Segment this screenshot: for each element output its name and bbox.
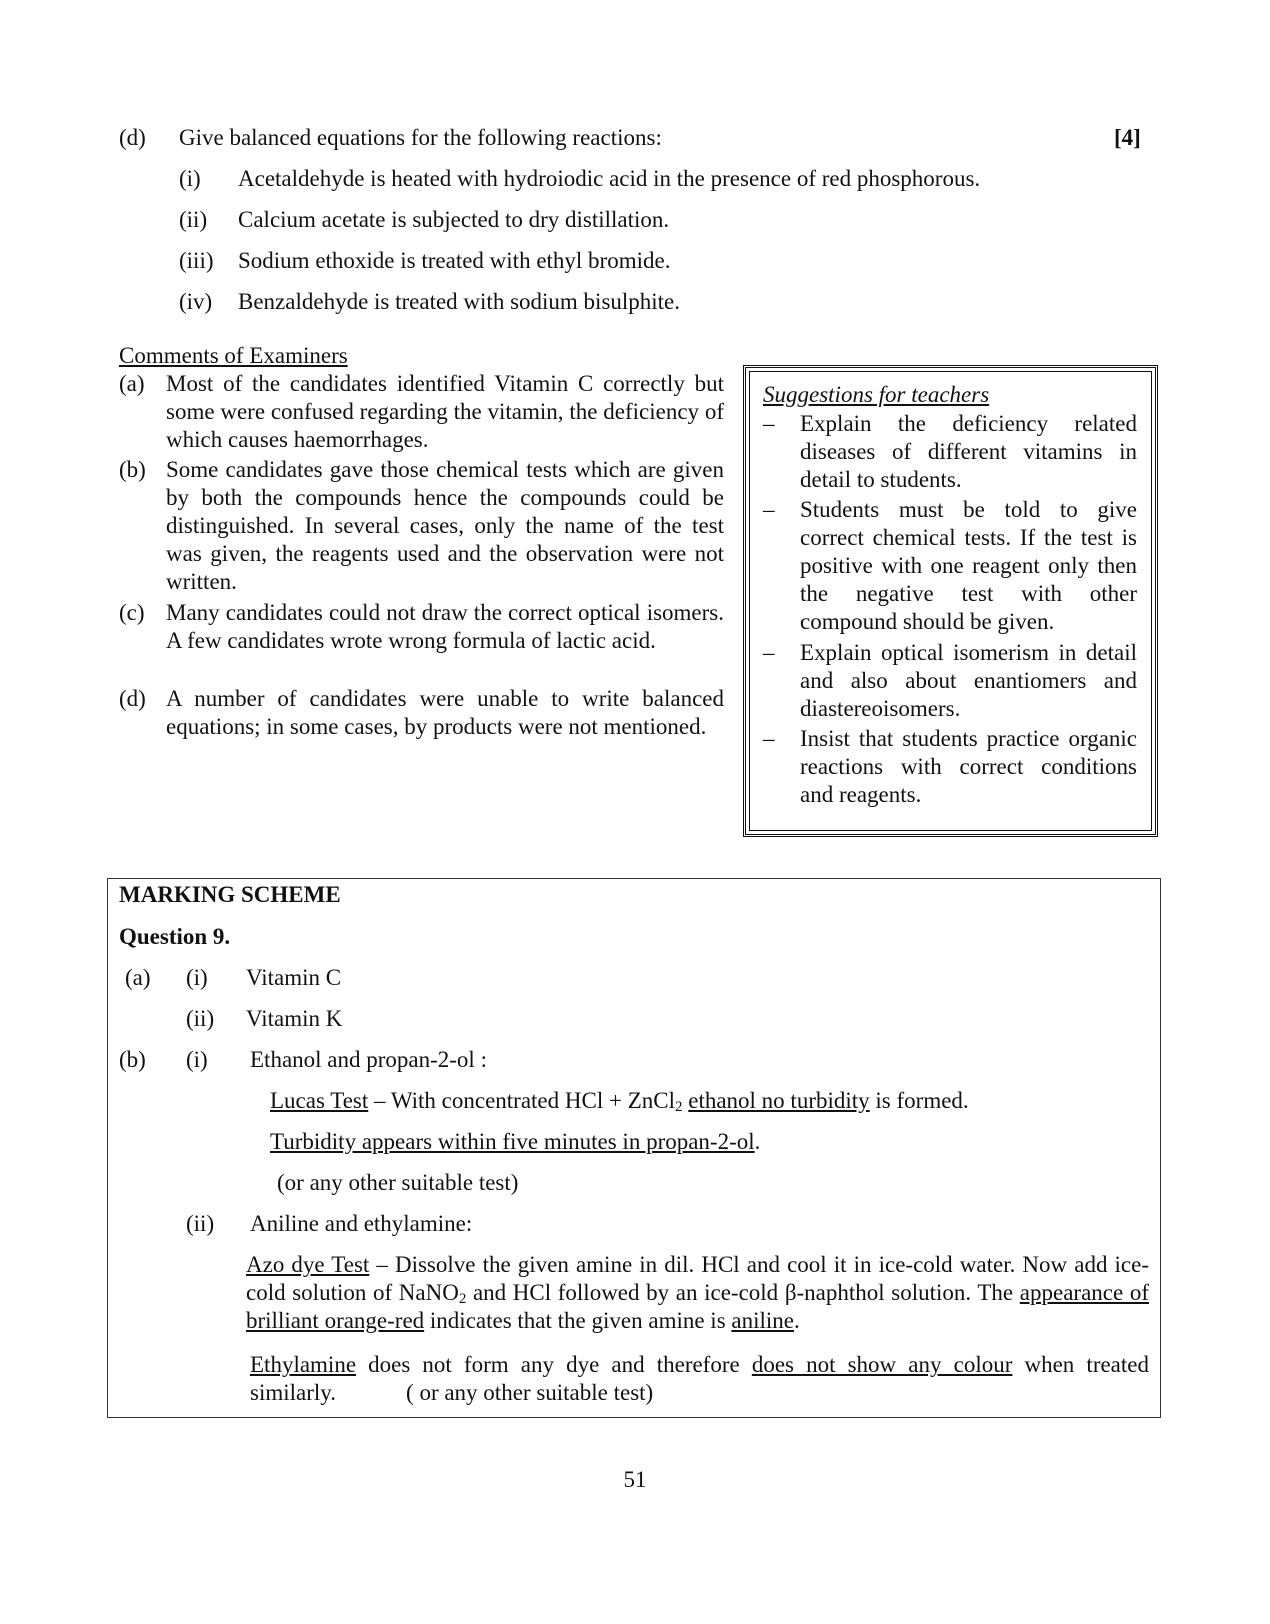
lucas-test-subscript: 2 [674,1099,683,1115]
suggestion-text: Explain the deficiency related diseases of different vitamins in detail to students. [800,411,1137,492]
answer-a-label: (a) [125,965,151,990]
comment-text: A number of candidates were unable to write balanced equations; in some cases, by products were not mentioned. [166,686,724,739]
suggestion-bullet: – [763,726,775,751]
reaction-item-number: (iv) [179,289,213,314]
answer-a-ii-text: Vitamin K [246,1006,343,1031]
reaction-item-text: Benzaldehyde is treated with sodium bisulphite. [238,289,681,314]
azo-text: and HCl followed by an ice-cold β-naphthol solution. The [466,1280,1020,1305]
ethylamine-name: Ethylamine [250,1352,357,1377]
marking-scheme-title: MARKING SCHEME [119,882,341,907]
answer-a-i-text: Vitamin C [246,965,342,990]
turbidity-observation: Turbidity appears within five minutes in propan-2-ol [270,1129,755,1154]
question-number: Question 9. [119,924,231,949]
reaction-item-text: Calcium acetate is subjected to dry distillation. [238,207,670,232]
suggestions-title: Suggestions for teachers [763,382,990,407]
comment-text: Many candidates could not draw the correct optical isomers. A few candidates wrote wrong formula of lactic acid. [166,600,724,653]
answer-b-ii-number: (ii) [186,1211,215,1236]
comment-number: (c) [119,600,145,625]
answer-a-i-number: (i) [186,965,208,990]
answer-a-ii-number: (ii) [186,1006,215,1031]
reaction-item-number: (ii) [179,207,208,232]
azo-text: . [794,1308,800,1333]
comment-text: Some candidates gave those chemical tests which are given by both the compounds hence the compounds could be distinguished. In several cases, only the name of the test was given, the reagents used and the observation were not written. [166,457,724,594]
azo-dye-test-paragraph [246,1251,1149,1335]
azo-text: – Dissolve the given amine in dil. HCl and cool it in ice-cold water. Now add ice-cold solution of NaNO [246,1252,1149,1305]
ethylamine-paragraph [250,1351,1149,1407]
suggestion-bullet: – [763,497,775,522]
suggestion-text: Insist that students practice organic reactions with correct conditions and reagents. [800,726,1137,807]
azo-aniline: aniline [731,1308,794,1333]
comment-text: Most of the candidates identified Vitamin C correctly but some were confused regarding the vitamin, the deficiency of which causes haemorrhages. [166,371,724,452]
ethylamine-alternative: ( or any other suitable test) [406,1380,654,1405]
azo-subscript: 2 [458,1291,467,1307]
turbidity-end: . [754,1129,761,1154]
turbidity-line [270,1128,760,1156]
answer-b-i-text: Ethanol and propan-2-ol : [250,1047,487,1072]
lucas-test-line [270,1087,969,1115]
ethylamine-text: when treated similarly. [250,1352,1149,1405]
question-d-label: (d) [119,125,146,150]
suggestion-text: Students must be told to give correct chemical tests. If the test is positive with one reagent only then the negative test with other compound should be given. [800,497,1137,634]
reaction-item-number: (i) [179,166,201,191]
comments-title: Comments of Examiners [119,343,348,368]
azo-observation: appearance of brilliant orange-red [246,1280,1149,1333]
lucas-test-end: is formed. [869,1088,969,1113]
ethylamine-observation: does not show any colour [751,1352,1013,1377]
azo-text: indicates that the given amine is [424,1308,732,1333]
question-d-marks: [4] [1114,125,1141,150]
reaction-item-text: Acetaldehyde is heated with hydroiodic acid in the presence of red phosphorous. [238,166,981,191]
suggestion-bullet: – [763,640,775,665]
azo-dye-test-name: Azo dye Test [246,1252,370,1277]
reaction-item-number: (iii) [179,248,214,273]
lucas-test-observation: ethanol no turbidity [688,1088,870,1113]
reaction-item-text: Sodium ethoxide is treated with ethyl bromide. [238,248,671,273]
comment-number: (d) [119,686,146,711]
b-i-alternative: (or any other suitable test) [277,1170,519,1195]
answer-b-label: (b) [119,1047,146,1072]
comment-number: (b) [119,457,146,482]
ethylamine-text: does not form any dye and therefore [356,1352,752,1377]
answer-b-i-number: (i) [186,1047,208,1072]
suggestion-bullet: – [763,411,775,436]
page-number: 51 [623,1467,647,1492]
question-d-text: Give balanced equations for the following reactions: [179,125,662,150]
answer-b-ii-text: Aniline and ethylamine: [250,1211,473,1236]
suggestion-text: Explain optical isomerism in detail and also about enantiomers and diastereoisomers. [800,640,1137,721]
comment-number: (a) [119,371,145,396]
lucas-test-name: Lucas Test [270,1088,369,1113]
lucas-test-reagent: – With concentrated HCl + ZnCl [368,1088,675,1113]
